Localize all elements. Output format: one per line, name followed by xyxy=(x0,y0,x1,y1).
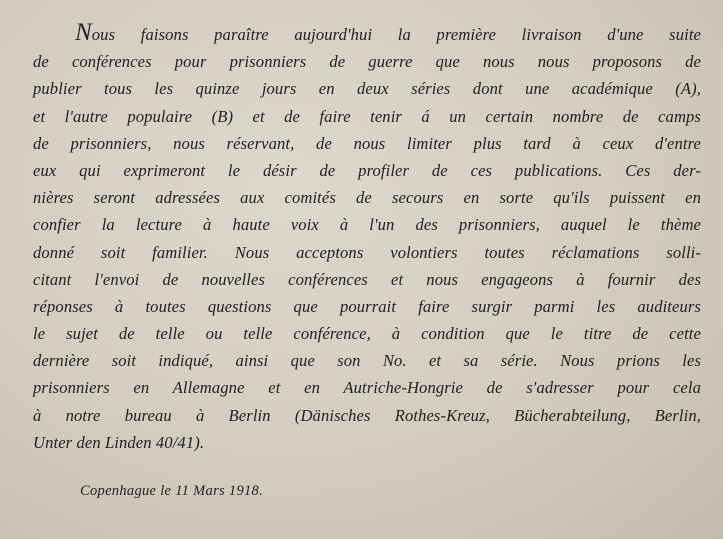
paragraph-line-1 xyxy=(33,21,701,48)
body-paragraph xyxy=(33,21,701,456)
paragraph-line: le sujet de telle ou telle conférence, à condition que le titre de cette xyxy=(33,324,701,344)
paragraph-line: confier la lecture à haute voix à l'un des prisonniers, auquel le thème xyxy=(33,215,701,235)
drop-cap: N xyxy=(75,19,92,46)
paragraph-last-line: Unter den Linden 40/41). xyxy=(33,432,205,452)
paragraph-line: dernière soit indiqué, ainsi que son No. et sa série. Nous prions les xyxy=(33,351,701,371)
paragraph-line: donné soit familier. Nous acceptons volontiers toutes réclamations solli- xyxy=(33,242,701,262)
place-date-signature: Copenhague le 11 Mars 1918. xyxy=(80,483,264,499)
paragraph-line: à notre bureau à Berlin (Dänisches Rothes-Kreuz, Bücherabteilung, Berlin, xyxy=(33,405,701,425)
paragraph-line: de prisonniers, nous réservant, de nous limiter plus tard à ceux d'entre xyxy=(33,133,701,153)
paragraph-line: et l'autre populaire (B) et de faire tenir á un certain nombre de camps xyxy=(33,106,701,126)
first-line-text: ous faisons paraître aujourd'hui la première livraison d'une suite xyxy=(91,25,701,44)
paragraph-line: eux qui exprimeront le désir de profiler de ces publications. Ces der- xyxy=(33,160,701,180)
paragraph-line: réponses à toutes questions que pourrait faire surgir parmi les auditeurs xyxy=(33,296,701,316)
paragraph-line: nières seront adressées aux comités de secours en sorte qu'ils puissent en xyxy=(33,188,701,208)
paragraph-line: citant l'envoi de nouvelles conférences et nous engageons à fournir des xyxy=(33,269,701,289)
paragraph-line: prisonniers en Allemagne et en Autriche-Hongrie de s'adresser pour cela xyxy=(33,378,701,398)
paragraph-line: de conférences pour prisonniers de guerre que nous nous proposons de xyxy=(33,52,701,72)
paragraph-line: publier tous les quinze jours en deux séries dont une académique (A), xyxy=(33,79,701,99)
